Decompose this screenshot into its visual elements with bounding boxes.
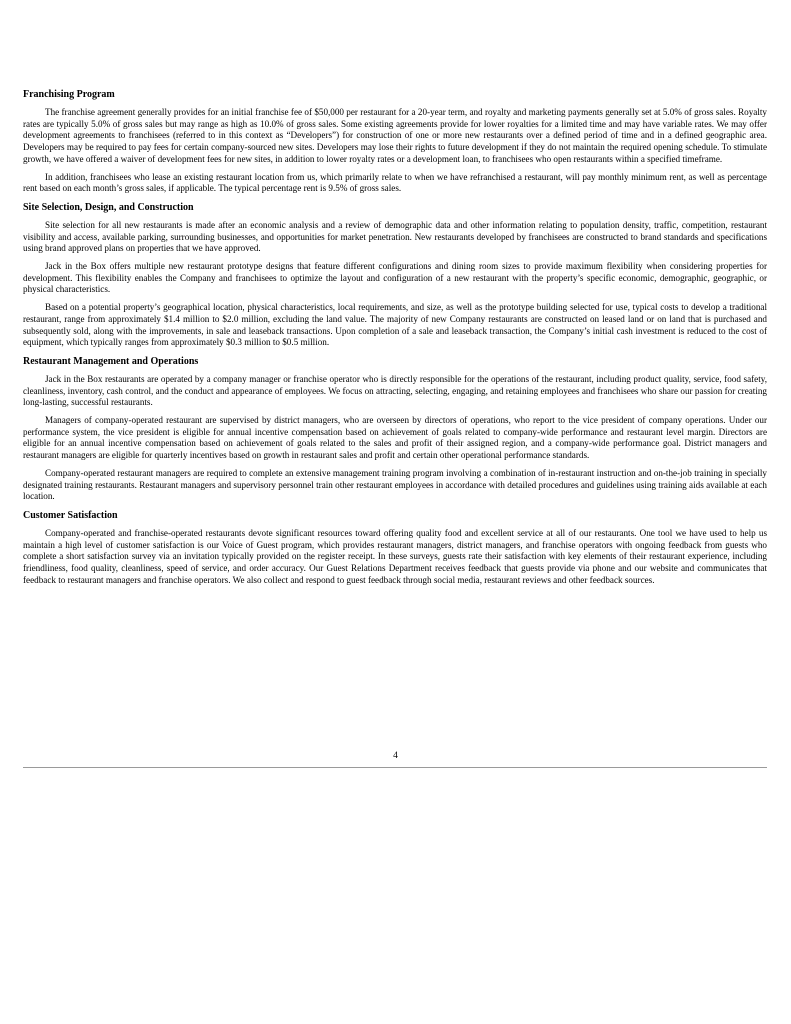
footer-divider	[23, 767, 767, 768]
section-heading: Franchising Program	[23, 89, 115, 100]
section-restaurant-management	[23, 355, 767, 503]
paragraph: In addition, franchisees who lease an existing restaurant location from us, which primarily relate to when we have refranchised a restaurant, will pay monthly minimum rent, as well as percentage rent based on each month’s gross sales, if applicable. The typical percentage rent is 9.5% of gross sales.	[23, 171, 767, 194]
paragraph: Company-operated and franchise-operated restaurants devote significant resources toward offering quality food and excellent service at all of our restaurants. One tool we have used to help us maintain a high level of customer satisfaction is our Voice of Guest program, which provides restaurant managers, district managers, and franchise operators with ongoing feedback from guests who complete a short satisfaction survey via an invitation typically provided on the register receipt. In these surveys, guests rate their satisfaction with key elements of their restaurant experience, including friendliness, food quality, cleanliness, speed of service, and order accuracy. Our Guest Relations Department receives feedback that guests provide via phone and our website and communicates that feedback to restaurant managers and franchise operators. We also collect and respond to guest feedback through social media, restaurant reviews and other feedback sources.	[23, 527, 767, 585]
paragraph: The franchise agreement generally provides for an initial franchise fee of $50,000 per restaurant for a 20-year term, and royalty and marketing payments generally set at 5.0% of gross sales. Royalty rates are typically 5.0% of gross sales but may range as high as 10.0% of gross sales. Some existing agreements provide for lower royalties for a limited time and may have variable rates. We may offer development agreements to franchisees (referred to in this context as “Developers”) for construction of one or more new restaurants over a defined period of time and in a defined geographic area. Developers may be required to pay fees for certain company-sourced new sites. Developers may lose their rights to future development if they do not maintain the required opening schedule. To stimulate growth, we have offered a waiver of development fees for new sites, in addition to lower royalty rates or a development loan, to franchisees who open restaurants within a specified timeframe.	[23, 107, 767, 164]
paragraph: Company-operated restaurant managers are required to complete an extensive management training program involving a combination of in-restaurant instruction and on-the-job training in specially designated training restaurants. Restaurant managers and supervisory personnel train other restaurant employees in accordance with detailed procedures and guidelines using training aids available at each location.	[23, 467, 767, 502]
paragraph: Jack in the Box offers multiple new restaurant prototype designs that feature different configurations and dining room sizes to provide maximum flexibility when considering properties for development. This flexibility enables the Company and franchisees to optimize the layout and configuration of a new restaurant with the property’s specific economic, demographic, geographic, or physical characteristics.	[23, 261, 767, 295]
paragraph: Jack in the Box restaurants are operated by a company manager or franchise operator who is directly responsible for the operations of the restaurant, including product quality, service, food safety, cleanliness, inventory, cash control, and the conduct and appearance of employees. We focus on attracting, selecting, engaging, and retaining employees and franchisees who share our passion for creating long-lasting, successful restaurants.	[23, 373, 767, 408]
document-page	[23, 88, 767, 593]
section-franchising-program	[23, 88, 767, 195]
paragraph: Managers of company-operated restaurant are supervised by district managers, who are overseen by directors of operations, who report to the vice president of company operations. Under our performance system, the vice president is eligible for annual incentive compensation based on achievement of goals related to company-wide performance and restaurant level margin. Directors are eligible for an annual incentive compensation based on achievement of goals related to the sales and profit of their assigned region, and a company-wide performance goal. District managers and restaurant managers are eligible for quarterly incentives based on growth in restaurant sales and profit and certain other operational performance standards.	[23, 415, 767, 461]
page-number: 4	[393, 751, 398, 761]
section-heading: Site Selection, Design, and Construction	[23, 201, 194, 213]
section-heading: Restaurant Management and Operations	[23, 355, 199, 367]
paragraph: Based on a potential property’s geographical location, physical characteristics, local requirements, and size, as well as the prototype building selected for use, typical costs to develop a traditional restaurant, range from approximately $1.4 million to $2.0 million, excluding the land value. The majority of new Company restaurants are constructed on leased land or on land that is purchased and subsequently sold, along with the improvements, in sale and leaseback transactions. Upon completion of a sale and leaseback transaction, the Company’s initial cash investment is reduced to the cost of equipment, which typically ranges from approximately $0.3 million to $0.5 million.	[23, 302, 767, 348]
section-heading: Customer Satisfaction	[23, 509, 118, 521]
paragraph: Site selection for all new restaurants is made after an economic analysis and a review of demographic data and other information relating to population density, traffic, competition, restaurant visibility and access, available parking, surrounding businesses, and opportunities for market penetration. New restaurants developed by franchisees are constructed to brand standards and specifications using brand approved plans on properties that we have approved.	[23, 219, 767, 254]
section-customer-satisfaction	[23, 509, 767, 587]
section-site-selection	[23, 201, 767, 349]
